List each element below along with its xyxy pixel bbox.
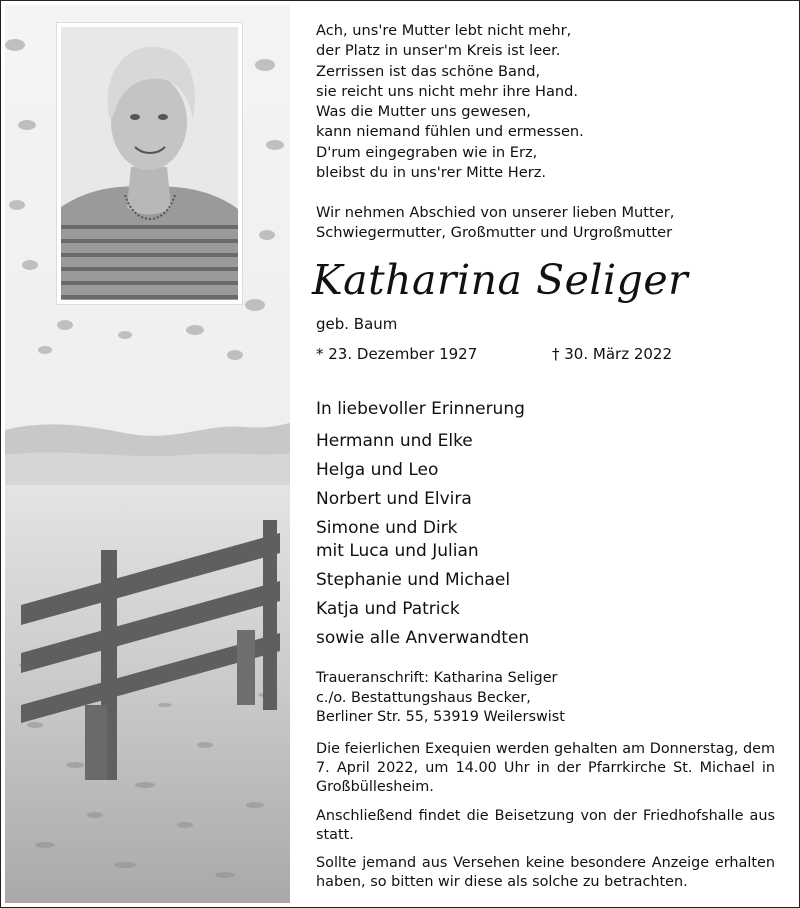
poem-line: Ach, uns're Mutter lebt nicht mehr, [316,22,572,39]
list-item: sowie alle Anverwandten [316,627,530,648]
intro-line: Wir nehmen Abschied von unserer lieben Mutter, [316,204,675,221]
birth-name: geb. Baum [316,315,398,333]
list-item: Stephanie und Michael [316,569,511,590]
exequien-paragraph: Die feierlichen Exequien werden gehalten am Donnerstag, dem 7. April 2022, um 14.00 Uhr in der Pfarrkirche St. Michael in Großbüllesheim. [316,741,775,796]
mourning-address [316,669,565,728]
deceased-name: Katharina Seliger [312,256,689,304]
list-item: Helga und Leo [316,459,439,480]
burial-paragraph: Anschließend findet die Beisetzung von der Friedhofshalle aus statt. [316,808,775,844]
list-item: Norbert und Elvira [316,488,472,509]
poem-line: kann niemand fühlen und ermessen. [316,123,584,141]
portrait-photo [57,23,242,304]
portrait-illustration [61,27,238,300]
address-line: c./o. Bestattungshaus Becker, [316,689,531,706]
address-line: Traueranschrift: Katharina Seliger [316,670,558,686]
list-item: Katja und Patrick [316,598,460,619]
death-date: † 30. März 2022 [552,345,673,363]
list-item: Hermann und Elke [316,431,473,451]
poem-line: D'rum eingegraben wie in Erz, [316,143,538,161]
address-line: Berliner Str. 55, 53919 Weilerswist [316,709,565,725]
poem-line: Was die Mutter uns gewesen, [316,103,531,121]
intro-line: Schwiegermutter, Großmutter und Urgroßmutter [316,224,673,242]
poem-line: sie reicht uns nicht mehr ihre Hand. [316,82,579,100]
farewell-intro [316,203,674,244]
poem [316,21,584,183]
notice-paragraph: Sollte jemand aus Versehen keine besondere Anzeige erhalten haben, so bitten wir diese als solche zu betrachten. [316,855,775,891]
list-item: mit Luca und Julian [316,540,479,561]
bench-landscape-image [5,5,290,903]
poem-line: Zerrissen ist das schöne Band, [316,62,541,80]
mourners-list [316,430,529,655]
poem-line: der Platz in unser'm Kreis ist leer. [316,42,561,60]
list-item: Simone und Dirk [316,517,458,538]
poem-line: bleibst du in uns'rer Mitte Herz. [316,164,547,182]
birth-date: * 23. Dezember 1927 [316,345,478,363]
memory-line: In liebevoller Erinnerung [316,399,525,419]
